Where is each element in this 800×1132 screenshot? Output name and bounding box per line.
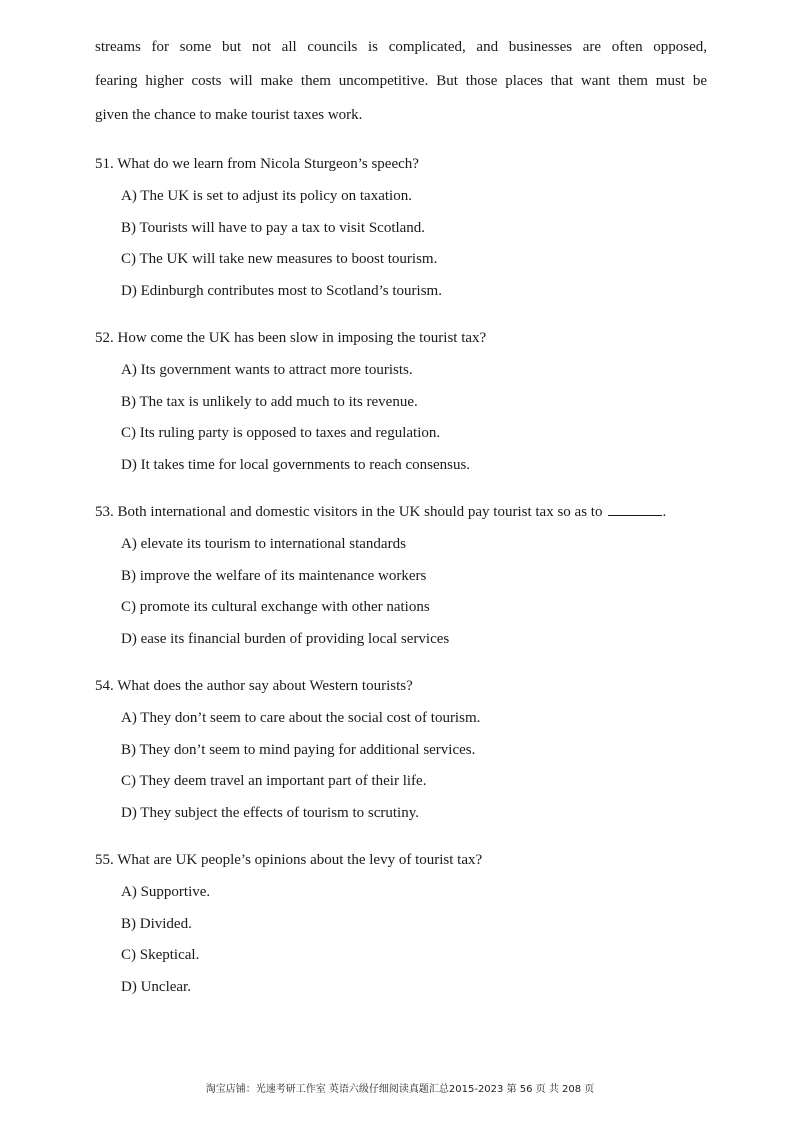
question-stem: 54. What does the author say about Western tourists? — [95, 678, 413, 694]
option-c: C) promote its cultural exchange with other nations — [121, 599, 430, 615]
option-d: D) Unclear. — [121, 978, 191, 995]
option-c: C) The UK will take new measures to boost tourism. — [121, 251, 438, 267]
option-c: C) Skeptical. — [121, 947, 200, 963]
options-list — [95, 184, 715, 310]
option-b: B) Divided. — [121, 915, 192, 932]
passage-line: streams for some but not all councils is complicated, and businesses are often opposed, — [95, 39, 707, 55]
option-d: D) They subject the effects of tourism to scrutiny. — [121, 804, 419, 821]
question-55 — [95, 848, 715, 1006]
page-footer: 淘宝店铺：光速考研工作室 英语六级仔细阅读真题汇总2015-2023 第 56 页 共 208 页 — [205, 1084, 595, 1095]
option-d: D) It takes time for local governments to reach consensus. — [121, 456, 471, 473]
question-stem: 53. Both international and domestic visitors in the UK should pay tourist tax so as to — [95, 504, 603, 520]
passage-line: given the chance to make tourist taxes work. — [95, 107, 363, 123]
option-b: B) They don’t seem to mind paying for additional services. — [121, 741, 476, 758]
question-stem-end: . — [662, 504, 667, 520]
options-list — [95, 358, 715, 484]
option-d: D) Edinburgh contributes most to Scotland’s tourism. — [121, 282, 442, 299]
question-52 — [95, 326, 715, 484]
option-a: A) They don’t seem to care about the social cost of tourism. — [121, 710, 481, 726]
option-b: B) Tourists will have to pay a tax to visit Scotland. — [121, 219, 426, 236]
options-list — [95, 532, 715, 658]
option-c: C) Its ruling party is opposed to taxes and regulation. — [121, 425, 441, 441]
question-stem: 52. How come the UK has been slow in imposing the tourist tax? — [95, 330, 487, 346]
option-b: B) improve the welfare of its maintenance workers — [121, 567, 427, 584]
option-a: A) Its government wants to attract more tourists. — [121, 362, 413, 378]
question-stem-row — [95, 500, 715, 524]
passage-continuation — [95, 30, 707, 132]
option-a: A) Supportive. — [121, 884, 211, 900]
answer-blank — [608, 501, 662, 516]
question-54 — [95, 674, 715, 832]
option-a: A) elevate its tourism to international standards — [121, 536, 406, 552]
question-stem: 55. What are UK people’s opinions about the levy of tourist tax? — [95, 852, 483, 868]
options-list — [95, 706, 715, 832]
option-d: D) ease its financial burden of providing local services — [121, 630, 450, 647]
question-53 — [95, 500, 715, 658]
question-stem: 51. What do we learn from Nicola Sturgeon’s speech? — [95, 156, 419, 172]
question-51 — [95, 152, 715, 310]
option-a: A) The UK is set to adjust its policy on taxation. — [121, 188, 412, 204]
option-b: B) The tax is unlikely to add much to its revenue. — [121, 393, 418, 410]
passage-line: fearing higher costs will make them uncompetitive. But those places that want them must be — [95, 73, 707, 89]
options-list — [95, 880, 715, 1006]
option-c: C) They deem travel an important part of their life. — [121, 773, 427, 789]
